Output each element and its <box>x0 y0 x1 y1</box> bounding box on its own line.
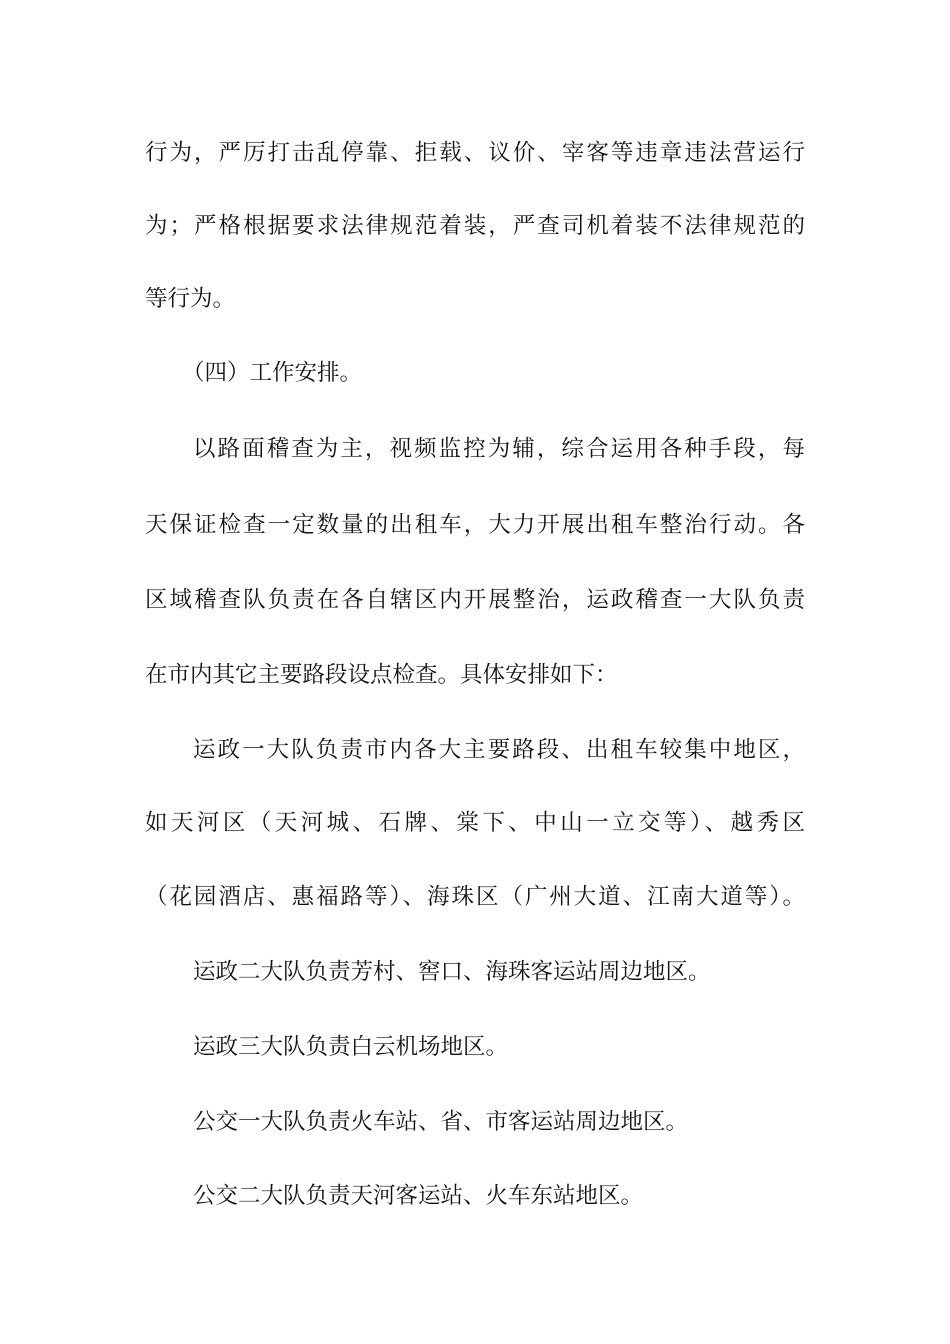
text-line-14: 公交一大队负责火车站、省、市客运站周边地区。 <box>193 1109 689 1135</box>
text-line-1: 行为，严厉打击乱停靠、拒载、议价、宰客等违章违法营运行 <box>145 140 805 166</box>
text-line-2: 为；严格根据要求法律规范着装，严查司机着装不法律规范的 <box>145 213 805 239</box>
text-line-10: 如天河区（天河城、石牌、棠下、中山一立交等）、越秀区 <box>145 810 805 836</box>
text-line-7: 区域稽查队负责在各自辖区内开展整治，运政稽查一大队负责 <box>145 587 805 613</box>
text-line-6: 天保证检查一定数量的出租车，大力开展出租车整治行动。各 <box>145 512 805 538</box>
text-line-13: 运政三大队负责白云机场地区。 <box>193 1034 509 1060</box>
text-line-9: 运政一大队负责市内各大主要路段、出租车较集中地区， <box>193 737 805 763</box>
text-line-8: 在市内其它主要路段设点检查。具体安排如下： <box>145 662 618 688</box>
text-line-3: 等行为。 <box>145 286 236 312</box>
section-heading: （四）工作安排。 <box>182 360 363 386</box>
text-line-5: 以路面稽查为主，视频监控为辅，综合运用各种手段，每 <box>193 436 805 462</box>
text-line-11: （花园酒店、惠福路等）、海珠区（广州大道、江南大道等）。 <box>145 884 805 910</box>
text-line-12: 运政二大队负责芳村、窖口、海珠客运站周边地区。 <box>193 959 711 985</box>
text-line-15: 公交二大队负责天河客运站、火车东站地区。 <box>193 1183 644 1209</box>
